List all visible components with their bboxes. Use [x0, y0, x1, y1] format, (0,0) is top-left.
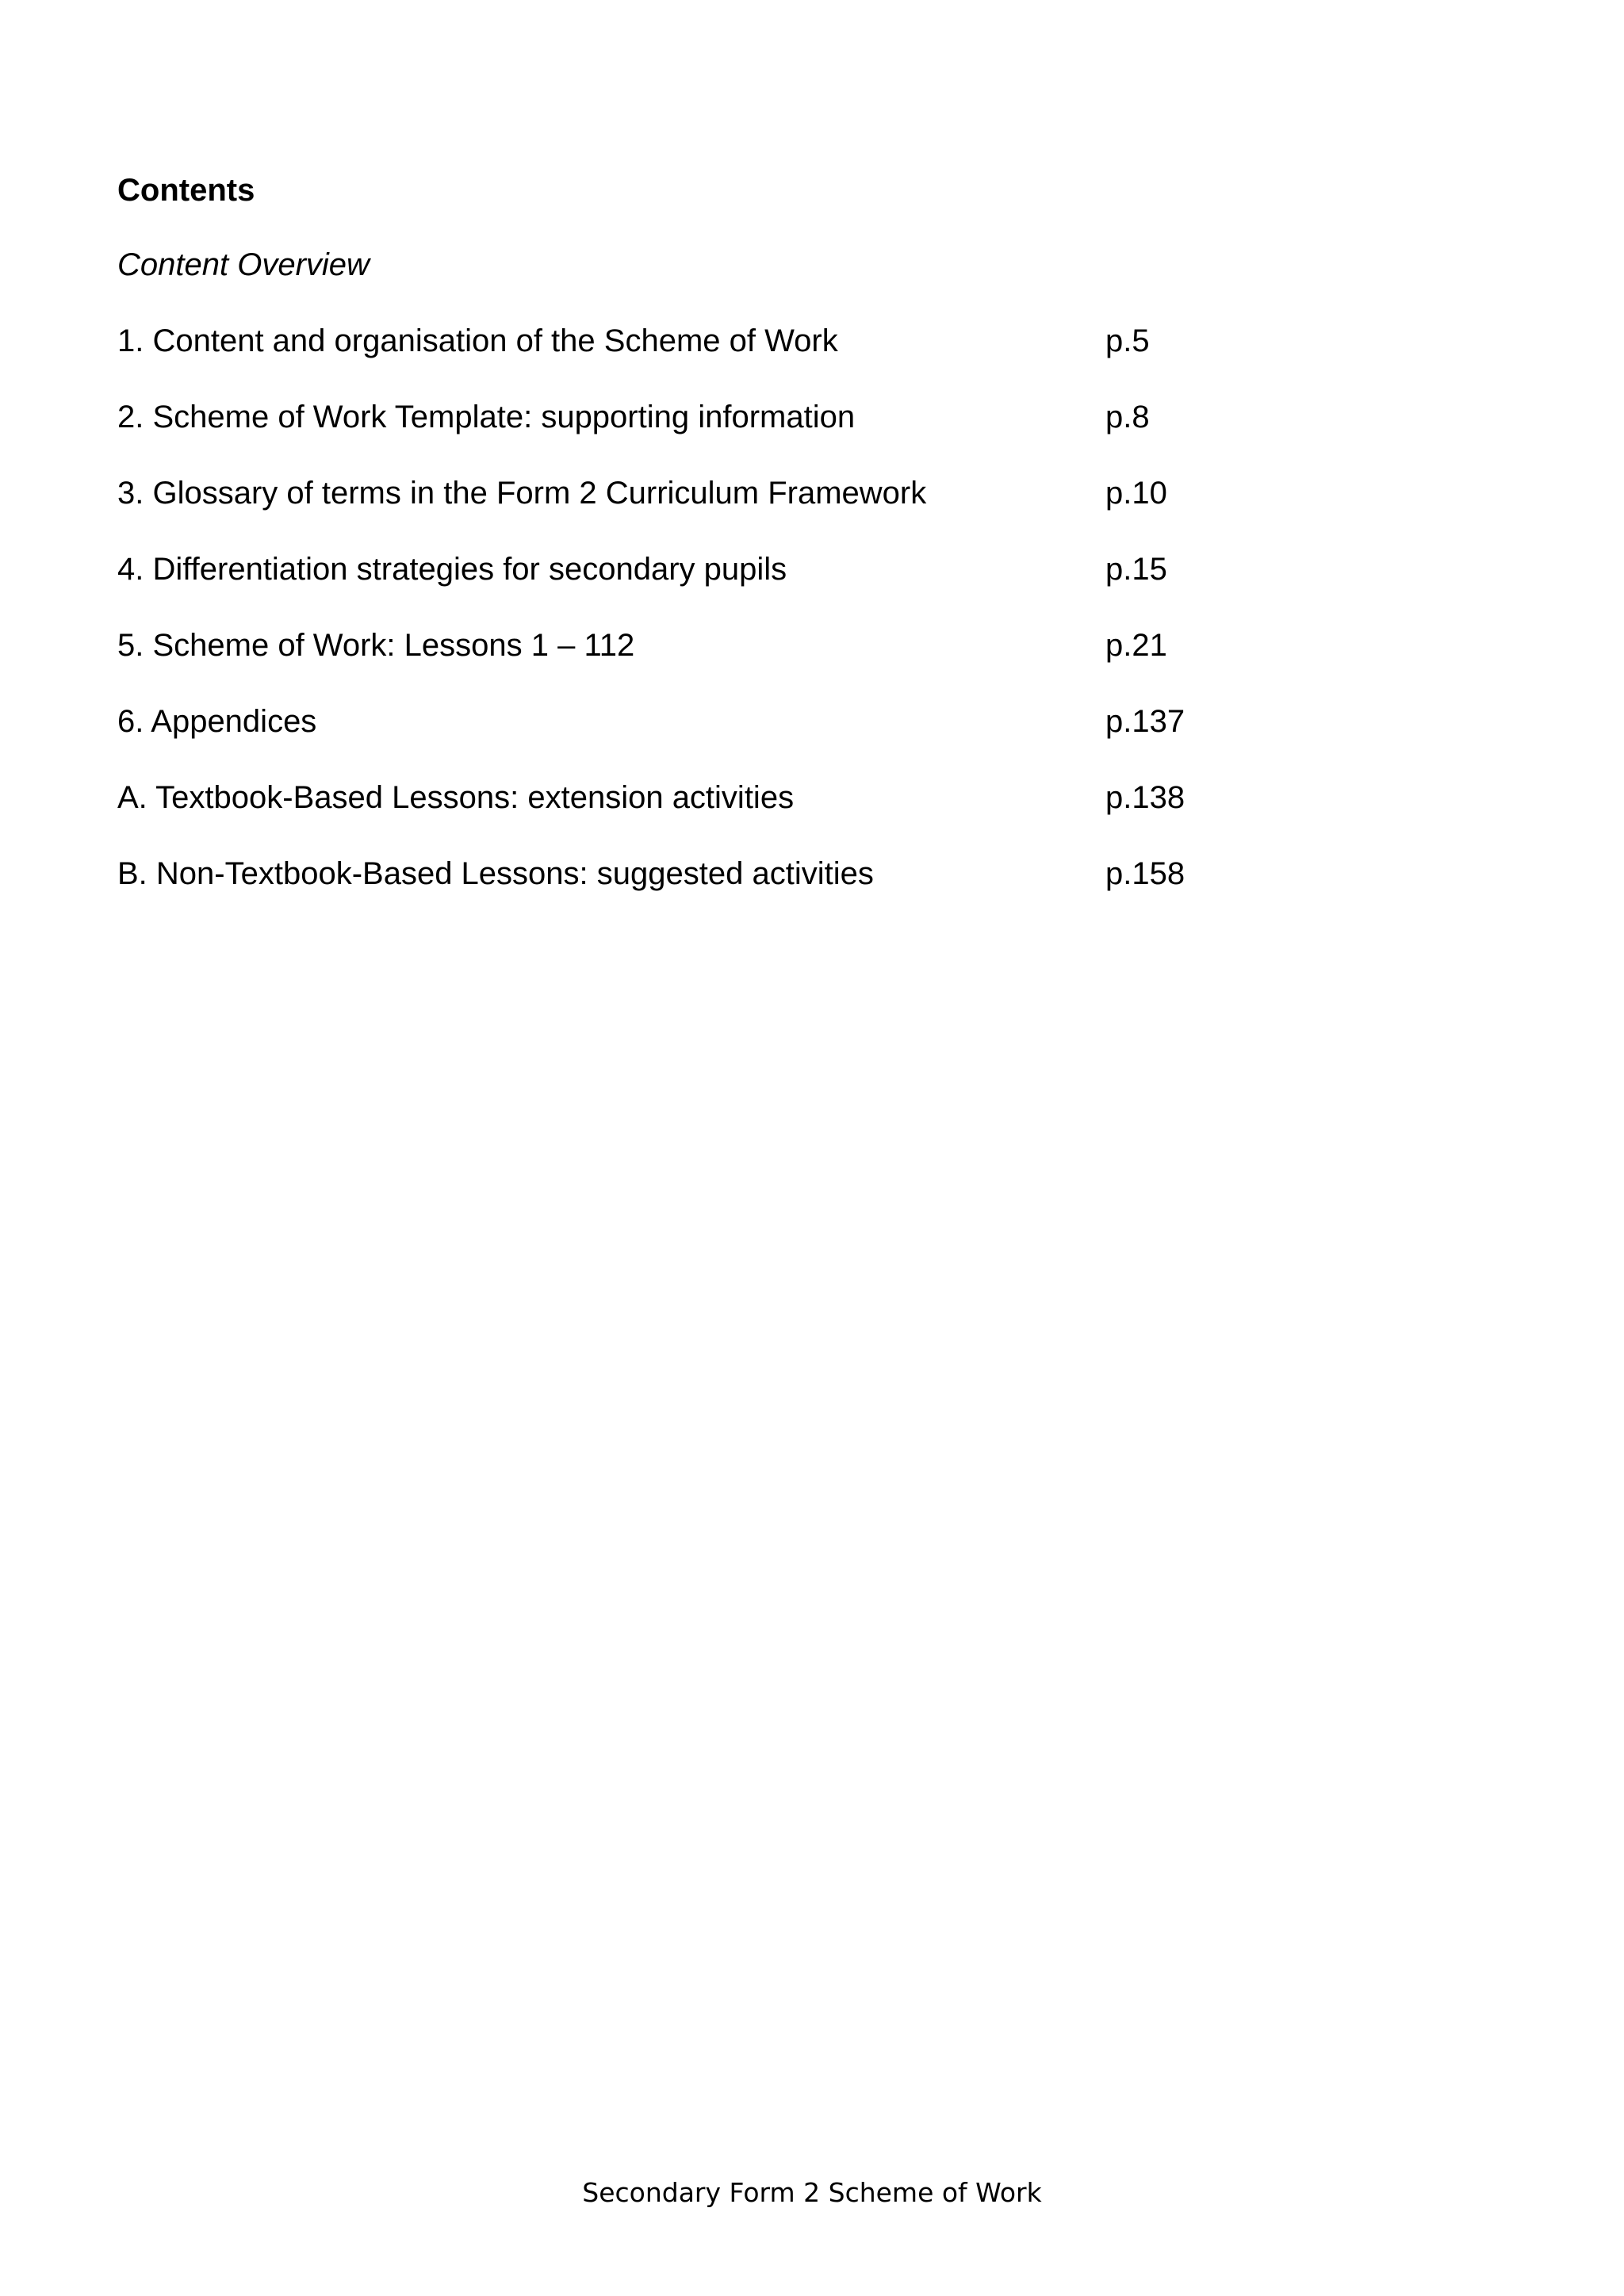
- toc-entry-4: [117, 549, 1228, 625]
- toc-entry-page: p.137: [1105, 704, 1185, 739]
- toc-entry-page: p.138: [1105, 780, 1185, 815]
- page-footer: Secondary Form 2 Scheme of Work: [582, 2177, 1042, 2208]
- toc-entry-title: 6. Appendices: [117, 704, 317, 739]
- toc-entry-page: p.158: [1105, 856, 1185, 891]
- toc-entry-title: 5. Scheme of Work: Lessons 1 – 112: [117, 628, 635, 663]
- toc-entry-page: p.10: [1105, 476, 1167, 511]
- table-of-contents: [117, 320, 1228, 929]
- toc-entry-2: [117, 396, 1228, 473]
- toc-entry-page: p.5: [1105, 323, 1150, 358]
- toc-entry-a: [117, 777, 1228, 853]
- toc-entry-1: [117, 320, 1228, 396]
- toc-entry-page: p.15: [1105, 552, 1167, 587]
- toc-entry-title: B. Non-Textbook-Based Lessons: suggested activities: [117, 856, 874, 891]
- toc-entry-title: 2. Scheme of Work Template: supporting information: [117, 400, 856, 434]
- toc-entry-page: p.8: [1105, 400, 1150, 434]
- contents-heading: Contents: [117, 173, 255, 208]
- toc-entry-title: A. Textbook-Based Lessons: extension activities: [117, 780, 795, 815]
- toc-entry-title: 4. Differentiation strategies for secondary pupils: [117, 552, 787, 587]
- toc-entry-b: [117, 853, 1228, 929]
- toc-entry-5: [117, 625, 1228, 701]
- toc-entry-page: p.21: [1105, 628, 1167, 663]
- toc-entry-title: 1. Content and organisation of the Scheme of Work: [117, 323, 838, 358]
- toc-entry-title: 3. Glossary of terms in the Form 2 Curriculum Framework: [117, 476, 927, 511]
- toc-entry-6: [117, 701, 1228, 777]
- content-overview-subheading: Content Overview: [117, 247, 370, 282]
- toc-entry-3: [117, 473, 1228, 549]
